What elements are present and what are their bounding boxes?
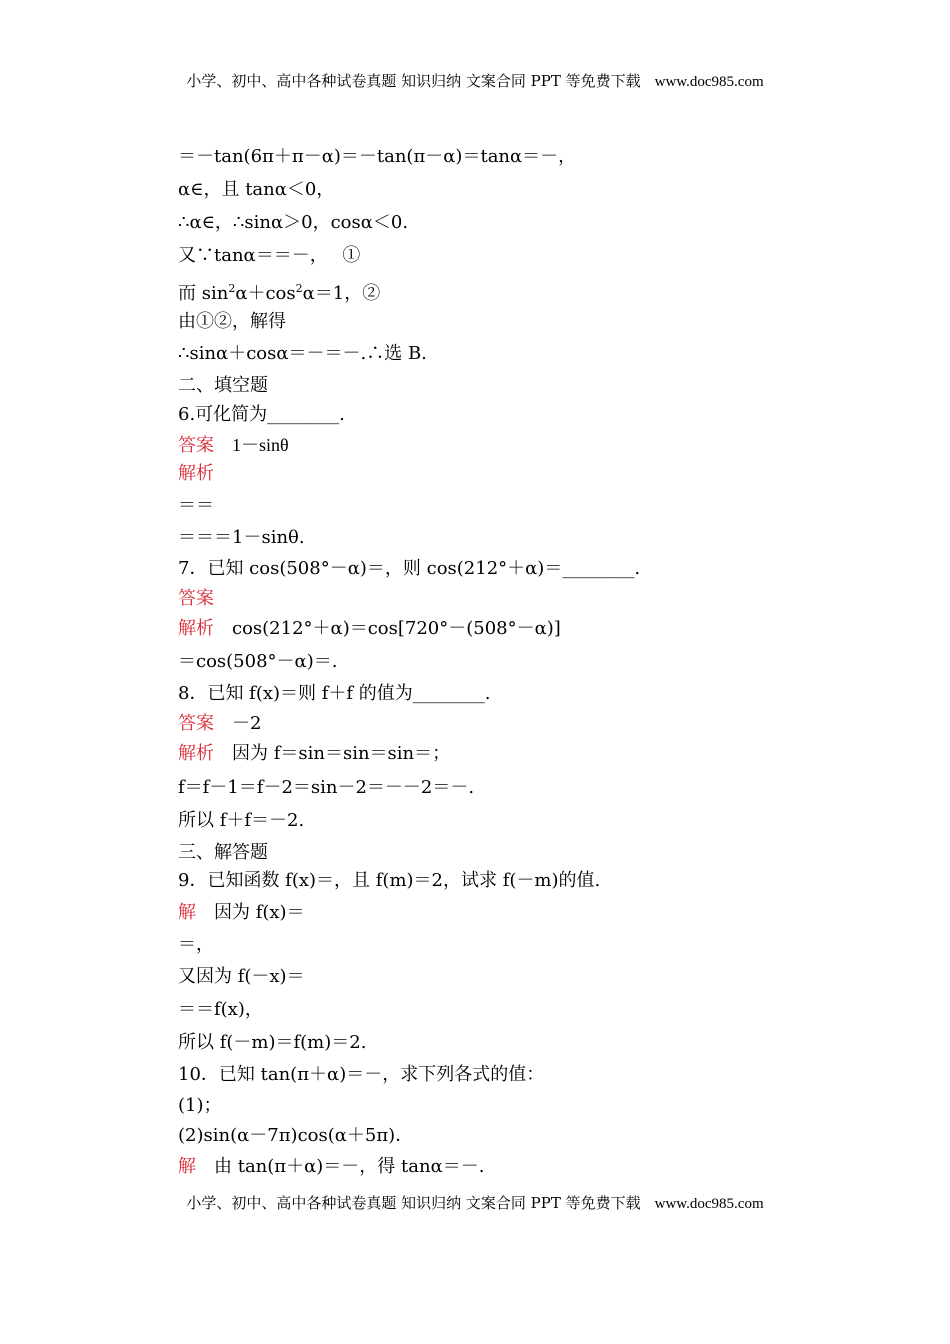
analysis-line — [178, 743, 450, 765]
answer-label: 答案 — [178, 588, 214, 609]
text-line: (2)sin(α－7π)cos(α＋5π)． — [178, 1125, 414, 1146]
answer-value: 1－sinθ — [232, 435, 289, 455]
solution-label: 解 — [178, 902, 196, 923]
question-6: 6.可化简为________. — [178, 404, 345, 425]
text-line: α∈，且 tanα＜0， — [178, 179, 335, 200]
text-line: ＝＝f(x)， — [178, 999, 263, 1020]
text-line: (1)； — [178, 1095, 222, 1116]
analysis-text: cos(212°＋α)＝cos[720°－(508°－α)] — [232, 618, 561, 639]
question-8: 8．已知 f(x)＝则 f＋f 的值为________. — [178, 683, 491, 704]
section-heading: 二、填空题 — [178, 375, 268, 396]
superscript: 2 — [228, 282, 236, 295]
solution-label: 解 — [178, 1156, 196, 1177]
text-line: ＝cos(508°－α)＝. — [178, 651, 338, 672]
text-line: ＝－tan(6π＋π－α)＝－tan(π－α)＝tanα＝－， — [178, 146, 577, 167]
question-10: 10．已知 tan(π＋α)＝－，求下列各式的值： — [178, 1064, 545, 1085]
analysis-line — [178, 618, 561, 640]
text-line: ∴α∈，∴sinα＞0，cosα＜0. — [178, 212, 409, 233]
answer-line — [178, 588, 214, 610]
answer-label: 答案 — [178, 713, 214, 734]
page-header — [0, 70, 950, 91]
answer-line — [178, 713, 261, 735]
footer-site: www.doc985.com — [654, 1196, 764, 1212]
text-line: ＝＝ — [178, 495, 214, 516]
footer-text: 小学、初中、高中各种试卷真题 知识归纳 文案合同 PPT 等免费下载 — [186, 1194, 641, 1212]
text-line: ＝， — [178, 934, 214, 955]
text-line: ∴sinα＋cosα＝－＝－.∴选 B. — [178, 343, 427, 364]
answer-line — [178, 434, 289, 457]
text-fragment: α＝1，② — [302, 283, 381, 304]
analysis-label: 解析 — [178, 463, 214, 484]
solution-line — [178, 902, 305, 924]
section-heading: 三、解答题 — [178, 842, 268, 863]
analysis-text: 因为 f＝sin＝sin＝sin＝； — [232, 743, 451, 764]
analysis-label: 解析 — [178, 618, 214, 639]
text-line: 又∵tanα＝＝－， ① — [178, 245, 361, 266]
superscript: 2 — [295, 282, 303, 295]
text-line: 所以 f＋f＝－2. — [178, 810, 305, 831]
text-line — [178, 278, 380, 305]
solution-text: 因为 f(x)＝ — [214, 902, 305, 923]
header-text: 小学、初中、高中各种试卷真题 知识归纳 文案合同 PPT 等免费下载 — [186, 72, 641, 90]
solution-line — [178, 1156, 484, 1178]
header-site: www.doc985.com — [654, 74, 764, 90]
page-footer — [0, 1192, 950, 1213]
text-line: f＝f－1＝f－2＝sin－2＝－－2＝－. — [178, 777, 475, 798]
solution-text: 由 tan(π＋α)＝－，得 tanα＝－. — [214, 1156, 485, 1177]
answer-label: 答案 — [178, 435, 214, 456]
text-fragment: 而 sin — [178, 283, 229, 304]
question-7: 7．已知 cos(508°－α)＝，则 cos(212°＋α)＝________. — [178, 558, 641, 579]
answer-value: －2 — [232, 713, 262, 734]
question-9: 9．已知函数 f(x)＝，且 f(m)＝2，试求 f(－m)的值. — [178, 870, 601, 891]
text-line: 又因为 f(－x)＝ — [178, 966, 305, 987]
analysis-label: 解析 — [178, 743, 214, 764]
text-line: 由①②，解得 — [178, 311, 286, 332]
text-line: ＝＝＝1－sinθ. — [178, 527, 305, 548]
text-line: 所以 f(－m)＝f(m)＝2. — [178, 1032, 367, 1053]
analysis-line — [178, 463, 214, 485]
text-fragment: α＋cos — [235, 283, 296, 304]
